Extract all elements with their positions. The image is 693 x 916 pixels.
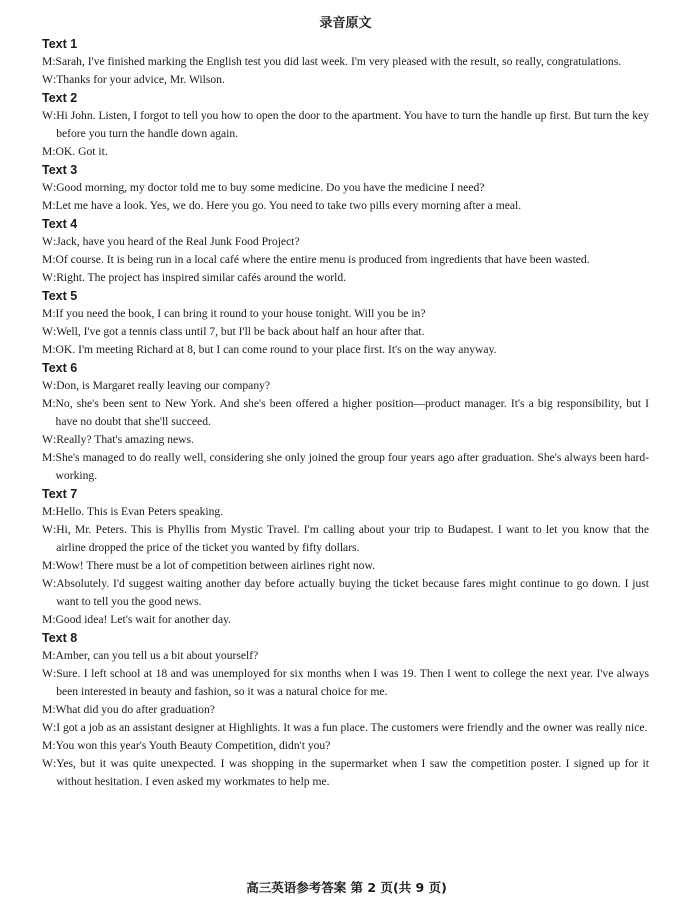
speaker-label: W xyxy=(42,181,53,194)
dialogue-line xyxy=(42,719,649,737)
speaker-label: M xyxy=(42,253,53,266)
dialogue-text: Sure. I left school at 18 and was unemployed for six months when I was 19. Then I went to college the next year. I've always been interested in beauty and fashion, so it was a natural choice for me. xyxy=(56,667,649,698)
dialogue-text: Sarah, I've finished marking the English test you did last week. I'm very pleased with the result, so really, congratulations. xyxy=(55,55,622,68)
dialogue-text: Wow! There must be a lot of competition between airlines right now. xyxy=(55,559,375,572)
dialogue-line xyxy=(42,251,649,269)
dialogue-text: Of course. It is being run in a local café where the entire menu is produced from ingredients that have been wasted. xyxy=(55,253,590,266)
speaker-label: W xyxy=(42,379,53,392)
speaker-label: M xyxy=(42,649,53,662)
speaker-label: W xyxy=(42,325,53,338)
dialogue-line xyxy=(42,575,649,611)
speaker-label: M xyxy=(42,703,53,716)
dialogue-line xyxy=(42,557,649,575)
dialogue-text: If you need the book, I can bring it round to your house tonight. Will you be in? xyxy=(55,307,426,320)
dialogue-text: Hi, Mr. Peters. This is Phyllis from Mystic Travel. I'm calling about your trip to Budapest. I want to let you know that the airline dropped the price of the ticket you wanted by fifty dollars. xyxy=(56,523,649,554)
page-footer: 高三英语参考答案 第 2 页(共 9 页) xyxy=(246,880,447,895)
speaker-colon: : xyxy=(52,613,56,626)
speaker-colon: : xyxy=(52,199,56,212)
speaker-colon: : xyxy=(52,109,57,122)
speaker-colon: : xyxy=(52,505,56,518)
speaker-label: M xyxy=(42,613,53,626)
dialogue-text: What did you do after graduation? xyxy=(55,703,215,716)
dialogue-text: Really? That's amazing news. xyxy=(56,433,194,446)
speaker-colon: : xyxy=(52,325,57,338)
speaker-label: W xyxy=(42,109,53,122)
speaker-colon: : xyxy=(52,73,57,86)
speaker-colon: : xyxy=(52,559,56,572)
dialogue-text: Good morning, my doctor told me to buy some medicine. Do you have the medicine I need? xyxy=(56,181,485,194)
dialogue-line xyxy=(42,611,649,629)
dialogue-text: Don, is Margaret really leaving our company? xyxy=(56,379,271,392)
speaker-label: W xyxy=(42,523,53,536)
speaker-label: M xyxy=(42,55,53,68)
speaker-label: M xyxy=(42,559,53,572)
dialogue-line xyxy=(42,755,649,791)
dialogue-text: Jack, have you heard of the Real Junk Food Project? xyxy=(56,235,300,248)
speaker-label: W xyxy=(42,271,53,284)
dialogue-line xyxy=(42,323,649,341)
dialogue-text: Let me have a look. Yes, we do. Here you go. You need to take two pills every morning after a meal. xyxy=(55,199,522,212)
speaker-label: M xyxy=(42,451,53,464)
dialogue-line xyxy=(42,179,649,197)
section-heading: Text 8 xyxy=(42,631,78,645)
speaker-label: W xyxy=(42,73,53,86)
dialogue-text: Good idea! Let's wait for another day. xyxy=(55,613,232,626)
dialogue-line xyxy=(42,341,649,359)
dialogue-text: Amber, can you tell us a bit about yourself? xyxy=(55,649,259,662)
speaker-colon: : xyxy=(52,145,56,158)
speaker-colon: : xyxy=(52,757,57,770)
dialogue-line xyxy=(42,269,649,287)
dialogue-line xyxy=(42,143,649,161)
dialogue-line xyxy=(42,53,649,71)
page-title: 录音原文 xyxy=(319,16,372,31)
section-heading: Text 2 xyxy=(42,91,78,105)
speaker-colon: : xyxy=(52,523,57,536)
section-heading: Text 4 xyxy=(42,217,78,231)
dialogue-line xyxy=(42,395,649,431)
dialogue-line xyxy=(42,647,649,665)
dialogue-text: Absolutely. I'd suggest waiting another day before actually buying the ticket because fares might continue to go down. I just want to tell you the good news. xyxy=(56,577,649,608)
dialogue-text: No, she's been sent to New York. And she's been offered a higher position—product manager. It's a big responsibility, but I have no doubt that she'll succeed. xyxy=(55,397,649,428)
dialogue-text: Hello. This is Evan Peters speaking. xyxy=(55,505,224,518)
dialogue-line xyxy=(42,737,649,755)
speaker-colon: : xyxy=(52,451,56,464)
speaker-colon: : xyxy=(52,235,57,248)
dialogue-line xyxy=(42,377,649,395)
dialogue-line xyxy=(42,71,649,89)
dialogue-line xyxy=(42,197,649,215)
dialogue-line xyxy=(42,233,649,251)
section-heading: Text 3 xyxy=(42,163,78,177)
speaker-colon: : xyxy=(52,379,57,392)
section-heading: Text 7 xyxy=(42,487,78,501)
speaker-label: W xyxy=(42,433,53,446)
speaker-colon: : xyxy=(52,343,56,356)
dialogue-text: Right. The project has inspired similar cafés around the world. xyxy=(56,271,347,284)
speaker-label: M xyxy=(42,397,53,410)
speaker-colon: : xyxy=(52,667,57,680)
dialogue-text: Hi John. Listen, I forgot to tell you how to open the door to the apartment. You have to turn the handle up first. But turn the key before you turn the handle down again. xyxy=(56,109,649,140)
section-heading: Text 6 xyxy=(42,361,78,375)
dialogue-text: Well, I've got a tennis class until 7, but I'll be back about half an hour after that. xyxy=(56,325,425,338)
speaker-label: W xyxy=(42,667,53,680)
transcript-body xyxy=(42,35,649,791)
dialogue-line xyxy=(42,665,649,701)
speaker-colon: : xyxy=(52,55,56,68)
dialogue-text: OK. Got it. xyxy=(55,145,108,158)
speaker-label: M xyxy=(42,739,53,752)
dialogue-text: I got a job as an assistant designer at Highlights. It was a fun place. The customers were friendly and the owner was really nice. xyxy=(56,721,648,734)
speaker-label: W xyxy=(42,577,53,590)
dialogue-line xyxy=(42,449,649,485)
speaker-colon: : xyxy=(52,181,57,194)
speaker-label: W xyxy=(42,721,53,734)
dialogue-text: OK. I'm meeting Richard at 8, but I can come round to your place first. It's on the way anyway. xyxy=(55,343,497,356)
dialogue-text: She's managed to do really well, considering she only joined the group four years ago after graduation. She's always been hard-working. xyxy=(55,451,649,482)
speaker-colon: : xyxy=(52,271,57,284)
speaker-colon: : xyxy=(52,649,56,662)
dialogue-line xyxy=(42,701,649,719)
speaker-label: M xyxy=(42,307,53,320)
speaker-colon: : xyxy=(52,307,56,320)
dialogue-line xyxy=(42,431,649,449)
section-heading: Text 1 xyxy=(42,37,78,51)
speaker-colon: : xyxy=(52,577,57,590)
speaker-label: M xyxy=(42,343,53,356)
dialogue-text: Thanks for your advice, Mr. Wilson. xyxy=(56,73,225,86)
speaker-label: M xyxy=(42,145,53,158)
speaker-colon: : xyxy=(52,703,56,716)
dialogue-line xyxy=(42,107,649,143)
speaker-label: W xyxy=(42,757,53,770)
dialogue-line xyxy=(42,521,649,557)
speaker-label: M xyxy=(42,199,53,212)
section-heading: Text 5 xyxy=(42,289,78,303)
speaker-colon: : xyxy=(52,253,56,266)
dialogue-line xyxy=(42,305,649,323)
speaker-label: W xyxy=(42,235,53,248)
speaker-colon: : xyxy=(52,721,57,734)
dialogue-text: Yes, but it was quite unexpected. I was shopping in the supermarket when I saw the competition poster. I signed up for it without hesitation. I even asked my workmates to help me. xyxy=(56,757,649,788)
dialogue-text: You won this year's Youth Beauty Competition, didn't you? xyxy=(55,739,331,752)
speaker-colon: : xyxy=(52,433,57,446)
dialogue-line xyxy=(42,503,649,521)
speaker-colon: : xyxy=(52,739,56,752)
speaker-colon: : xyxy=(52,397,56,410)
speaker-label: M xyxy=(42,505,53,518)
